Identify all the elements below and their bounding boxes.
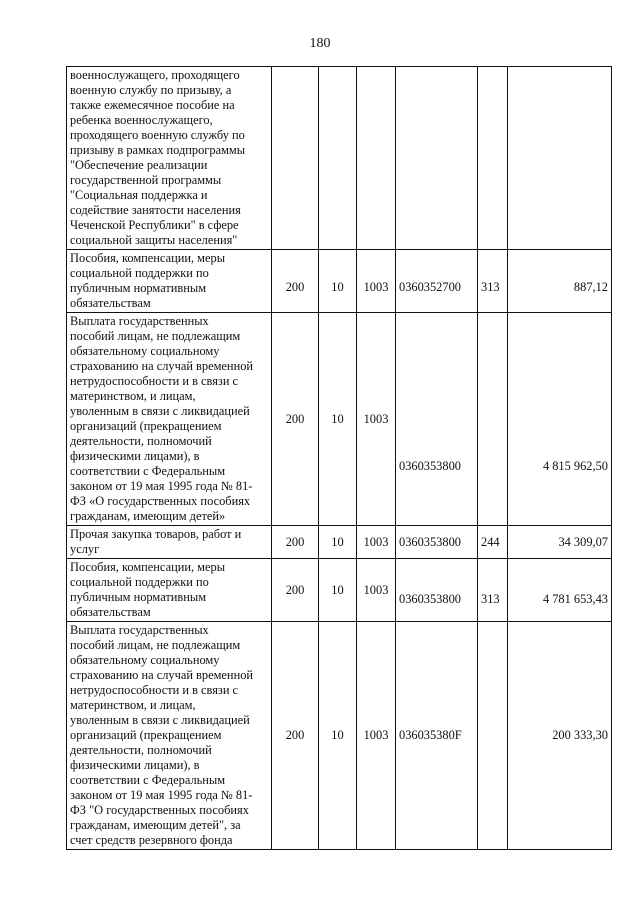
description-line: страхованию на случай временной <box>70 359 254 373</box>
section-cell <box>319 67 357 250</box>
description-line: "Обеспечение реализации <box>70 158 208 172</box>
description-line: социальной защиты населения" <box>70 233 238 247</box>
amount-cell: 887,12 <box>508 250 612 313</box>
description-line: публичным нормативным <box>70 281 207 295</box>
table-row <box>67 313 612 526</box>
description-line: законом от 19 мая 1995 года № 81- <box>70 479 253 493</box>
description-line: законом от 19 мая 1995 года № 81- <box>70 788 253 802</box>
description-cell <box>67 250 272 313</box>
section-cell: 10 <box>319 250 357 313</box>
description-line: Прочая закупка товаров, работ и <box>70 527 242 541</box>
description-cell <box>67 526 272 559</box>
description-line: Пособия, компенсации, меры <box>70 251 226 265</box>
description-line: организаций (прекращением <box>70 419 222 433</box>
description-line: гражданам, имеющим детей» <box>70 509 226 523</box>
admin-cell: 200 <box>272 622 319 850</box>
subsection-cell <box>357 67 396 250</box>
subsection-cell: 1003 <box>357 250 396 313</box>
description-line: пособий лицам, не подлежащим <box>70 638 241 652</box>
subsection-cell: 1003 <box>357 559 396 622</box>
admin-cell: 200 <box>272 313 319 526</box>
description-line: обязательному социальному <box>70 653 220 667</box>
description-line: "Социальная поддержка и <box>70 188 208 202</box>
description-cell <box>67 313 272 526</box>
description-line: также ежемесячное пособие на <box>70 98 235 112</box>
expense-type-cell: 244 <box>478 526 508 559</box>
description-cell <box>67 67 272 250</box>
description-line: обязательному социальному <box>70 344 220 358</box>
description-line: счет средств резервного фонда <box>70 833 233 847</box>
description-line: физическими лицами), в <box>70 758 200 772</box>
description-line: гражданам, имеющим детей", за <box>70 818 241 832</box>
description-cell <box>67 559 272 622</box>
subsection-cell: 1003 <box>357 622 396 850</box>
expense-type-cell <box>478 622 508 850</box>
target-code-cell: 036035380F <box>396 622 478 850</box>
description-line: призыву в рамках подпрограммы <box>70 143 246 157</box>
amount-cell: 200 333,30 <box>508 622 612 850</box>
description-line: физическими лицами), в <box>70 449 200 463</box>
description-line: ФЗ «О государственных пособиях <box>70 494 251 508</box>
description-line: обязательствам <box>70 605 151 619</box>
description-line: Выплата государственных <box>70 314 209 328</box>
description-line: деятельности, полномочий <box>70 434 212 448</box>
target-code-cell: 0360352700 <box>396 250 478 313</box>
expense-type-cell <box>478 67 508 250</box>
description-line: материнством, и лицам, <box>70 389 196 403</box>
admin-cell: 200 <box>272 250 319 313</box>
description-line: уволенным в связи с ликвидацией <box>70 404 250 418</box>
description-line: пособий лицам, не подлежащим <box>70 329 241 343</box>
expense-type-cell: 313 <box>478 250 508 313</box>
expense-type-cell: 313 <box>478 559 508 622</box>
description-line: нетрудоспособности и в связи с <box>70 683 239 697</box>
admin-cell: 200 <box>272 526 319 559</box>
section-cell: 10 <box>319 526 357 559</box>
description-cell <box>67 622 272 850</box>
description-line: обязательствам <box>70 296 151 310</box>
amount-cell <box>508 67 612 250</box>
description-line: ребенка военнослужащего, <box>70 113 213 127</box>
table-row <box>67 526 612 559</box>
admin-cell <box>272 67 319 250</box>
description-line: Пособия, компенсации, меры <box>70 560 226 574</box>
description-line: публичным нормативным <box>70 590 207 604</box>
description-line: нетрудоспособности и в связи с <box>70 374 239 388</box>
subsection-cell: 1003 <box>357 313 396 526</box>
target-code-cell: 0360353800 <box>396 526 478 559</box>
table-row <box>67 67 612 250</box>
description-line: военнослужащего, проходящего <box>70 68 240 82</box>
amount-cell: 4 781 653,43 <box>508 559 612 622</box>
subsection-cell: 1003 <box>357 526 396 559</box>
table-row <box>67 622 612 850</box>
description-line: Выплата государственных <box>70 623 209 637</box>
budget-table <box>66 66 612 850</box>
description-line: соответствии с Федеральным <box>70 773 226 787</box>
description-line: военную службу по призыву, а <box>70 83 232 97</box>
amount-cell: 4 815 962,50 <box>508 313 612 526</box>
description-line: деятельности, полномочий <box>70 743 212 757</box>
target-code-cell: 0360353800 <box>396 313 478 526</box>
target-code-cell: 0360353800 <box>396 559 478 622</box>
description-line: проходящего военную службу по <box>70 128 245 142</box>
description-line: услуг <box>70 542 100 556</box>
table-row <box>67 250 612 313</box>
description-line: социальной поддержки по <box>70 575 209 589</box>
description-line: государственной программы <box>70 173 222 187</box>
description-line: содействие занятости населения <box>70 203 241 217</box>
description-line: материнством, и лицам, <box>70 698 196 712</box>
description-line: социальной поддержки по <box>70 266 209 280</box>
description-line: Чеченской Республики" в сфере <box>70 218 239 232</box>
section-cell: 10 <box>319 559 357 622</box>
amount-cell: 34 309,07 <box>508 526 612 559</box>
expense-type-cell <box>478 313 508 526</box>
section-cell: 10 <box>319 313 357 526</box>
section-cell: 10 <box>319 622 357 850</box>
description-line: организаций (прекращением <box>70 728 222 742</box>
table-row <box>67 559 612 622</box>
description-line: соответствии с Федеральным <box>70 464 226 478</box>
admin-cell: 200 <box>272 559 319 622</box>
target-code-cell <box>396 67 478 250</box>
page-number: 180 <box>309 36 331 51</box>
description-line: уволенным в связи с ликвидацией <box>70 713 250 727</box>
description-line: ФЗ "О государственных пособиях <box>70 803 249 817</box>
description-line: страхованию на случай временной <box>70 668 254 682</box>
